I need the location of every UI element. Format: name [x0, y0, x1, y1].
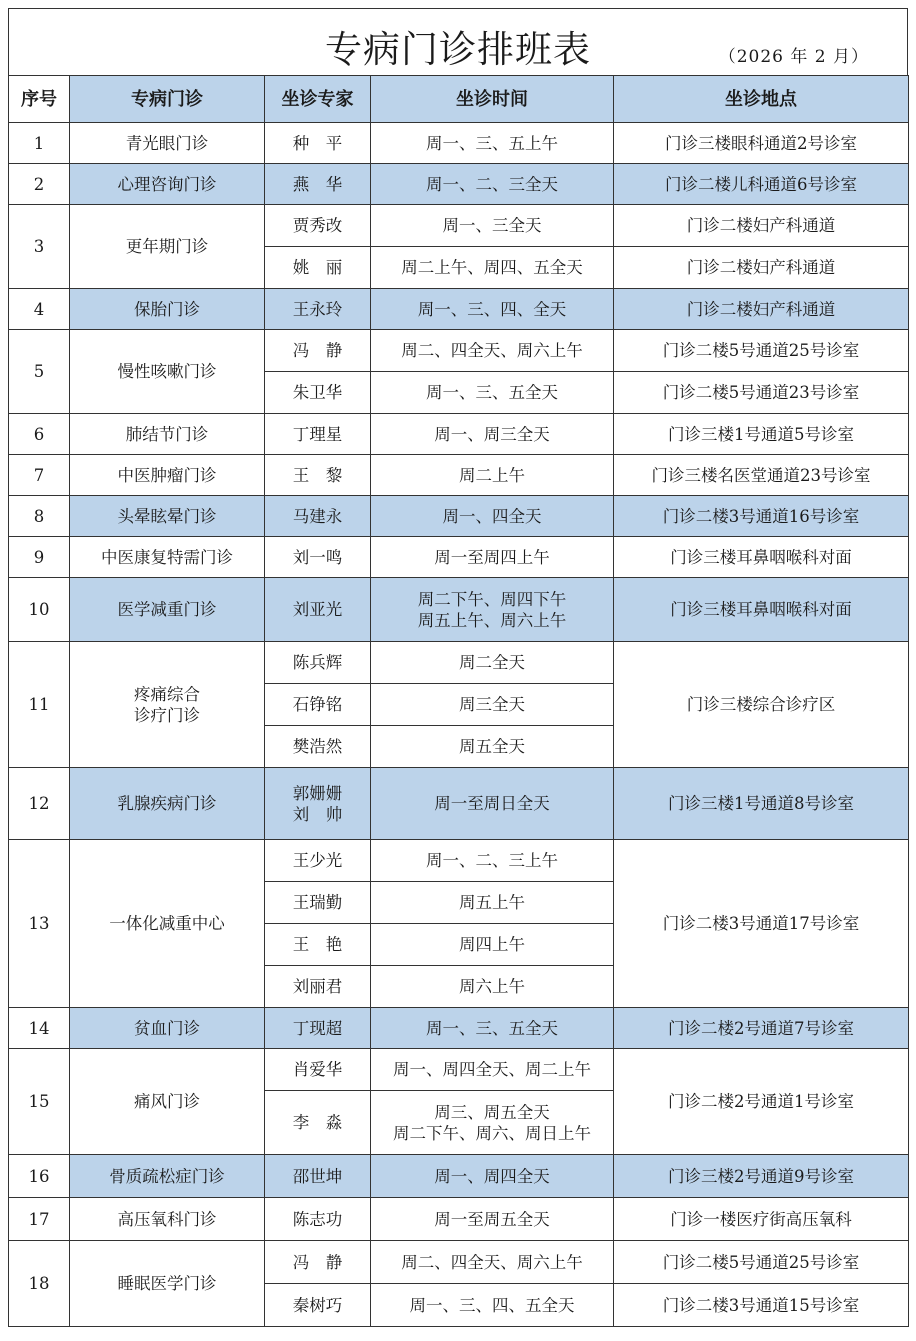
table-row [9, 1155, 909, 1198]
expert-name-line: 王少光 [292, 851, 343, 870]
clinic-time-line: 周五上午 [459, 893, 525, 912]
expert-name-line: 王瑞勤 [292, 893, 343, 912]
expert-name-line: 马建永 [292, 506, 343, 526]
row-number: 7 [9, 455, 70, 496]
clinic-name [70, 414, 265, 455]
clinic-time [371, 882, 614, 924]
clinic-place-line: 门诊一楼医疗街高压氧科 [670, 1209, 852, 1229]
clinic-time [371, 1284, 614, 1327]
clinic-time [371, 924, 614, 966]
header-clinic: 专病门诊 [70, 76, 265, 123]
clinic-time-line: 周一、三、五全天 [426, 383, 558, 402]
table-row [9, 840, 909, 882]
table-row [9, 123, 909, 164]
clinic-time [371, 123, 614, 164]
clinic-name-line: 痛风门诊 [134, 1092, 200, 1111]
row-number: 4 [9, 289, 70, 330]
clinic-place-line: 门诊三楼眼科通道2号诊室 [665, 133, 857, 153]
header-place: 坐诊地点 [614, 76, 909, 123]
clinic-place-line: 门诊二楼妇产科通道 [686, 216, 836, 235]
clinic-time-line: 周二全天 [459, 653, 525, 672]
clinic-name-line: 乳腺疾病门诊 [117, 794, 217, 813]
clinic-name [70, 1008, 265, 1049]
expert-name-line: 樊浩然 [292, 737, 343, 756]
expert-name-line: 郭姗姗 [292, 783, 343, 803]
expert-name-line: 邵世坤 [292, 1166, 343, 1186]
date-subtitle: （2026 年 2 月） [718, 47, 869, 67]
clinic-name-line: 医学减重门诊 [117, 600, 217, 619]
expert-name [265, 1241, 371, 1284]
row-number: 2 [9, 164, 70, 205]
expert-name-line: 贾秀改 [292, 216, 343, 235]
clinic-name-line: 肺结节门诊 [125, 424, 209, 444]
row-number: 1 [9, 123, 70, 164]
expert-name [265, 289, 371, 330]
table-row [9, 1008, 909, 1049]
expert-name [265, 414, 371, 455]
clinic-time [371, 1008, 614, 1049]
clinic-place-line: 门诊三楼1号通道8号诊室 [668, 794, 854, 813]
clinic-time [371, 1155, 614, 1198]
expert-name [265, 578, 371, 642]
row-number: 15 [9, 1049, 70, 1155]
clinic-place [614, 768, 909, 840]
clinic-place [614, 372, 909, 414]
clinic-time [371, 164, 614, 205]
expert-name-line: 石铮铭 [292, 695, 343, 714]
row-number: 9 [9, 537, 70, 578]
clinic-time-line: 周二、四全天、周六上午 [401, 341, 583, 360]
clinic-name [70, 1049, 265, 1155]
clinic-place-line: 门诊二楼3号通道16号诊室 [662, 506, 860, 526]
clinic-place [614, 1241, 909, 1284]
clinic-place [614, 840, 909, 1008]
row-number: 5 [9, 330, 70, 414]
clinic-name-line: 疼痛综合 [134, 684, 200, 704]
clinic-time [371, 247, 614, 289]
schedule-table [8, 75, 909, 1327]
clinic-name-line: 中医康复特需门诊 [101, 547, 233, 567]
row-number: 17 [9, 1198, 70, 1241]
clinic-time [371, 840, 614, 882]
clinic-place [614, 1284, 909, 1327]
clinic-time-line: 周二上午、周四、五全天 [401, 258, 583, 277]
clinic-name-line: 头晕眩晕门诊 [117, 506, 217, 526]
expert-name-line: 陈兵辉 [292, 653, 343, 672]
header-expert: 坐诊专家 [265, 76, 371, 123]
expert-name [265, 1008, 371, 1049]
expert-name-line: 王 黎 [292, 465, 343, 485]
expert-name [265, 1091, 371, 1155]
expert-name [265, 684, 371, 726]
row-number: 14 [9, 1008, 70, 1049]
clinic-name-line: 青光眼门诊 [125, 133, 209, 153]
expert-name-line: 秦树巧 [292, 1295, 343, 1315]
expert-name [265, 537, 371, 578]
expert-name [265, 840, 371, 882]
expert-name [265, 455, 371, 496]
clinic-time-line: 周一、四全天 [442, 506, 542, 526]
clinic-time-line: 周四上午 [459, 935, 525, 954]
expert-name-line: 燕 华 [292, 174, 343, 194]
clinic-name [70, 164, 265, 205]
clinic-time [371, 330, 614, 372]
clinic-time-line: 周一、周四全天 [434, 1166, 550, 1186]
clinic-time [371, 289, 614, 330]
clinic-name [70, 330, 265, 414]
clinic-place [614, 1198, 909, 1241]
clinic-place-line: 门诊三楼1号通道5号诊室 [668, 424, 854, 444]
clinic-name [70, 496, 265, 537]
clinic-time-line: 周一、三全天 [442, 216, 542, 235]
expert-name-line: 王永玲 [292, 299, 343, 319]
row-number: 12 [9, 768, 70, 840]
clinic-time [371, 642, 614, 684]
clinic-time-line: 周一、三、四、全天 [417, 299, 567, 319]
clinic-time-line: 周一至周四上午 [434, 547, 550, 567]
clinic-time-line: 周三全天 [459, 695, 525, 714]
clinic-time-line: 周五全天 [459, 737, 525, 756]
clinic-name [70, 1241, 265, 1327]
expert-name-line: 丁现超 [292, 1018, 343, 1038]
clinic-place-line: 门诊三楼耳鼻咽喉科对面 [670, 547, 852, 567]
expert-name [265, 247, 371, 289]
clinic-time [371, 372, 614, 414]
row-number: 11 [9, 642, 70, 768]
expert-name [265, 966, 371, 1008]
clinic-place-line: 门诊二楼2号通道1号诊室 [668, 1092, 854, 1111]
expert-name [265, 1198, 371, 1241]
clinic-time [371, 578, 614, 642]
expert-name-line: 李 淼 [292, 1113, 343, 1132]
clinic-name [70, 578, 265, 642]
table-row [9, 414, 909, 455]
clinic-place [614, 289, 909, 330]
expert-name-line: 刘 帅 [292, 804, 343, 824]
expert-name-line: 冯 静 [292, 341, 343, 360]
expert-name [265, 205, 371, 247]
expert-name [265, 1284, 371, 1327]
clinic-time [371, 496, 614, 537]
row-number: 16 [9, 1155, 70, 1198]
clinic-name [70, 642, 265, 768]
clinic-place [614, 414, 909, 455]
clinic-place [614, 455, 909, 496]
expert-name [265, 642, 371, 684]
expert-name [265, 1155, 371, 1198]
table-row [9, 164, 909, 205]
clinic-place-line: 门诊二楼5号通道25号诊室 [662, 341, 860, 360]
clinic-place [614, 1155, 909, 1198]
expert-name [265, 496, 371, 537]
clinic-place-line: 门诊三楼名医堂通道23号诊室 [651, 465, 871, 485]
clinic-place-line: 门诊三楼综合诊疗区 [686, 695, 836, 714]
clinic-place-line: 门诊二楼妇产科通道 [686, 299, 836, 319]
clinic-time [371, 537, 614, 578]
header-row [9, 76, 909, 123]
clinic-place [614, 164, 909, 205]
table-row [9, 768, 909, 840]
clinic-name-line: 慢性咳嗽门诊 [117, 362, 217, 381]
expert-name-line: 王 艳 [292, 935, 343, 954]
table-row [9, 537, 909, 578]
clinic-name-line: 一体化减重中心 [109, 914, 225, 933]
clinic-place-line: 门诊二楼5号通道25号诊室 [662, 1252, 860, 1272]
clinic-name [70, 455, 265, 496]
clinic-time [371, 455, 614, 496]
table-row [9, 496, 909, 537]
row-number: 6 [9, 414, 70, 455]
clinic-time-line: 周一至周日全天 [434, 794, 550, 813]
clinic-time [371, 684, 614, 726]
clinic-time-line: 周一、二、三上午 [426, 851, 558, 870]
schedule-body [9, 123, 909, 1327]
clinic-time-line: 周一、二、三全天 [426, 174, 558, 194]
schedule-sheet [8, 8, 908, 1327]
row-number: 10 [9, 578, 70, 642]
clinic-place [614, 642, 909, 768]
header-time: 坐诊时间 [371, 76, 614, 123]
expert-name [265, 726, 371, 768]
clinic-time-line: 周五上午、周六上午 [417, 610, 567, 630]
clinic-time-line: 周三、周五全天 [434, 1102, 550, 1122]
clinic-name-line: 中医肿瘤门诊 [117, 465, 217, 485]
row-number: 13 [9, 840, 70, 1008]
clinic-place [614, 330, 909, 372]
expert-name [265, 1049, 371, 1091]
clinic-time [371, 414, 614, 455]
clinic-place [614, 205, 909, 247]
clinic-place [614, 578, 909, 642]
clinic-time-line: 周二下午、周六、周日上午 [393, 1123, 591, 1143]
table-row [9, 578, 909, 642]
expert-name [265, 123, 371, 164]
clinic-time-line: 周一、三、五全天 [426, 1018, 558, 1038]
clinic-time [371, 1198, 614, 1241]
clinic-time-line: 周一、周三全天 [434, 424, 550, 444]
table-row [9, 1241, 909, 1284]
table-row [9, 642, 909, 684]
table-row [9, 330, 909, 372]
clinic-place-line: 门诊三楼耳鼻咽喉科对面 [670, 600, 852, 619]
expert-name-line: 刘亚光 [292, 600, 343, 619]
clinic-time-line: 周一至周五全天 [434, 1209, 550, 1229]
table-row [9, 205, 909, 247]
expert-name-line: 刘丽君 [292, 977, 343, 996]
clinic-time-line: 周二下午、周四下午 [417, 589, 567, 609]
header-no: 序号 [9, 76, 70, 123]
expert-name-line: 朱卫华 [292, 383, 343, 402]
clinic-time-line: 周二、四全天、周六上午 [401, 1252, 583, 1272]
expert-name-line: 刘一鸣 [292, 547, 343, 567]
expert-name-line: 陈志功 [292, 1209, 343, 1229]
clinic-name [70, 537, 265, 578]
expert-name [265, 372, 371, 414]
clinic-place [614, 1008, 909, 1049]
clinic-place-line: 门诊三楼2号通道9号诊室 [668, 1166, 854, 1186]
clinic-time-line: 周六上午 [459, 977, 525, 996]
row-number: 18 [9, 1241, 70, 1327]
page-title: 专病门诊排班表 [325, 28, 591, 71]
clinic-place [614, 496, 909, 537]
table-row [9, 1049, 909, 1091]
expert-name [265, 768, 371, 840]
table-row [9, 289, 909, 330]
clinic-time [371, 1091, 614, 1155]
clinic-time [371, 966, 614, 1008]
table-row [9, 455, 909, 496]
clinic-time [371, 1049, 614, 1091]
clinic-place [614, 247, 909, 289]
expert-name [265, 882, 371, 924]
clinic-name [70, 840, 265, 1008]
clinic-name [70, 205, 265, 289]
clinic-place [614, 1049, 909, 1155]
expert-name-line: 肖爱华 [292, 1060, 343, 1079]
clinic-name-line: 保胎门诊 [134, 299, 200, 319]
clinic-time-line: 周二上午 [459, 465, 525, 485]
clinic-time [371, 1241, 614, 1284]
clinic-place-line: 门诊二楼2号通道7号诊室 [668, 1018, 854, 1038]
clinic-name-line: 高压氧科门诊 [117, 1209, 217, 1229]
clinic-name [70, 289, 265, 330]
clinic-name-line: 心理咨询门诊 [117, 174, 217, 194]
clinic-name [70, 123, 265, 164]
expert-name [265, 164, 371, 205]
clinic-name-line: 骨质疏松症门诊 [109, 1166, 225, 1186]
clinic-name [70, 768, 265, 840]
clinic-place-line: 门诊二楼5号通道23号诊室 [662, 383, 860, 402]
row-number: 3 [9, 205, 70, 289]
expert-name-line: 姚 丽 [292, 258, 343, 277]
clinic-time [371, 768, 614, 840]
clinic-place-line: 门诊二楼儿科通道6号诊室 [665, 174, 857, 194]
clinic-name-line: 更年期门诊 [125, 237, 209, 256]
clinic-place-line: 门诊二楼3号通道15号诊室 [662, 1295, 860, 1315]
row-number: 8 [9, 496, 70, 537]
clinic-place-line: 门诊二楼3号通道17号诊室 [662, 914, 860, 933]
expert-name [265, 924, 371, 966]
clinic-name [70, 1155, 265, 1198]
clinic-place [614, 537, 909, 578]
clinic-name-line: 诊疗门诊 [134, 705, 200, 725]
expert-name-line: 种 平 [292, 133, 343, 153]
expert-name-line: 冯 静 [292, 1252, 343, 1272]
title-row [8, 8, 908, 75]
clinic-place-line: 门诊二楼妇产科通道 [686, 258, 836, 277]
clinic-time [371, 726, 614, 768]
clinic-name [70, 1198, 265, 1241]
table-row [9, 1198, 909, 1241]
clinic-time-line: 周一、三、四、五全天 [409, 1295, 575, 1315]
clinic-time [371, 205, 614, 247]
clinic-time-line: 周一、周四全天、周二上午 [393, 1060, 591, 1079]
clinic-name-line: 睡眠医学门诊 [117, 1274, 217, 1293]
clinic-place [614, 123, 909, 164]
expert-name-line: 丁理星 [292, 424, 343, 444]
clinic-time-line: 周一、三、五上午 [426, 133, 558, 153]
expert-name [265, 330, 371, 372]
clinic-name-line: 贫血门诊 [134, 1018, 200, 1038]
